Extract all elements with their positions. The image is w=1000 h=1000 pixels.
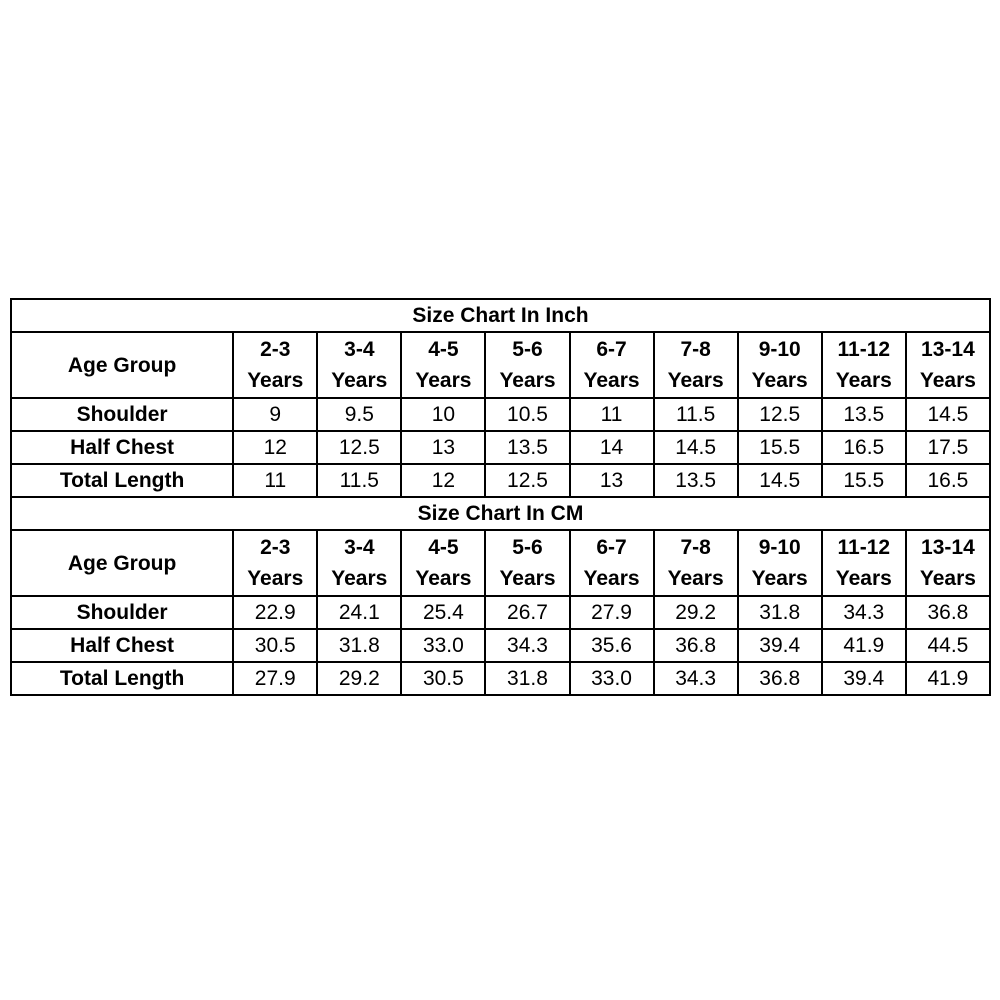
table-row bbox=[11, 596, 990, 629]
age-range: 6-7 bbox=[596, 338, 627, 361]
measurement-value: 41.9 bbox=[822, 629, 906, 662]
measurement-value: 11.5 bbox=[654, 398, 738, 431]
measurement-value: 44.5 bbox=[906, 629, 990, 662]
age-column-header bbox=[233, 332, 317, 398]
title-row-cm bbox=[11, 497, 990, 530]
age-range: 4-5 bbox=[428, 338, 459, 361]
age-unit: Years bbox=[499, 369, 556, 392]
size-chart-table bbox=[10, 298, 991, 696]
measurement-value: 13.5 bbox=[654, 464, 738, 497]
measurement-value: 31.8 bbox=[485, 662, 569, 695]
measurement-value: 14 bbox=[570, 431, 654, 464]
age-column-header bbox=[822, 332, 906, 398]
age-unit: Years bbox=[667, 567, 724, 590]
measurement-value: 25.4 bbox=[401, 596, 485, 629]
measurement-value: 39.4 bbox=[738, 629, 822, 662]
measurement-value: 9 bbox=[233, 398, 317, 431]
measurement-value: 16.5 bbox=[822, 431, 906, 464]
age-group-label: Age Group bbox=[11, 530, 233, 596]
measurement-value: 14.5 bbox=[738, 464, 822, 497]
age-range: 2-3 bbox=[260, 536, 291, 559]
age-column-header bbox=[738, 332, 822, 398]
age-unit: Years bbox=[415, 567, 472, 590]
measurement-value: 26.7 bbox=[485, 596, 569, 629]
age-unit: Years bbox=[499, 567, 556, 590]
age-column-header bbox=[233, 530, 317, 596]
measurement-value: 14.5 bbox=[654, 431, 738, 464]
measurement-value: 12.5 bbox=[738, 398, 822, 431]
measurement-value: 27.9 bbox=[233, 662, 317, 695]
measurement-value: 12 bbox=[401, 464, 485, 497]
measurement-value: 15.5 bbox=[738, 431, 822, 464]
measurement-value: 31.8 bbox=[738, 596, 822, 629]
age-unit: Years bbox=[415, 369, 472, 392]
age-range: 13-14 bbox=[921, 338, 975, 361]
measurement-value: 36.8 bbox=[738, 662, 822, 695]
measurement-value: 33.0 bbox=[401, 629, 485, 662]
measurement-value: 13 bbox=[401, 431, 485, 464]
measurement-value: 10.5 bbox=[485, 398, 569, 431]
title-row-inch bbox=[11, 299, 990, 332]
measurement-label: Total Length bbox=[11, 662, 233, 695]
age-column-header bbox=[906, 332, 990, 398]
age-unit: Years bbox=[247, 567, 304, 590]
measurement-value: 12 bbox=[233, 431, 317, 464]
age-range: 13-14 bbox=[921, 536, 975, 559]
age-column-header bbox=[738, 530, 822, 596]
measurement-value: 11.5 bbox=[317, 464, 401, 497]
age-unit: Years bbox=[835, 369, 892, 392]
age-column-header bbox=[654, 332, 738, 398]
table-row bbox=[11, 431, 990, 464]
age-column-header bbox=[485, 332, 569, 398]
header-row-inch bbox=[11, 332, 990, 398]
measurement-value: 11 bbox=[570, 398, 654, 431]
measurement-value: 12.5 bbox=[317, 431, 401, 464]
age-column-header bbox=[485, 530, 569, 596]
age-range: 3-4 bbox=[344, 536, 375, 559]
age-range: 2-3 bbox=[260, 338, 291, 361]
measurement-label: Shoulder bbox=[11, 596, 233, 629]
measurement-value: 11 bbox=[233, 464, 317, 497]
age-unit: Years bbox=[835, 567, 892, 590]
age-column-header bbox=[401, 530, 485, 596]
age-range: 7-8 bbox=[680, 536, 711, 559]
measurement-value: 22.9 bbox=[233, 596, 317, 629]
age-column-header bbox=[317, 530, 401, 596]
age-unit: Years bbox=[583, 369, 640, 392]
age-unit: Years bbox=[247, 369, 304, 392]
table-row bbox=[11, 464, 990, 497]
measurement-value: 36.8 bbox=[654, 629, 738, 662]
measurement-value: 12.5 bbox=[485, 464, 569, 497]
measurement-label: Total Length bbox=[11, 464, 233, 497]
age-column-header bbox=[317, 332, 401, 398]
chart-title-cm: Size Chart In CM bbox=[11, 497, 990, 530]
age-range: 11-12 bbox=[837, 536, 891, 559]
age-unit: Years bbox=[919, 369, 976, 392]
measurement-value: 29.2 bbox=[654, 596, 738, 629]
measurement-value: 27.9 bbox=[570, 596, 654, 629]
measurement-value: 10 bbox=[401, 398, 485, 431]
measurement-value: 9.5 bbox=[317, 398, 401, 431]
age-range: 5-6 bbox=[512, 338, 543, 361]
measurement-value: 13 bbox=[570, 464, 654, 497]
measurement-value: 34.3 bbox=[822, 596, 906, 629]
age-unit: Years bbox=[751, 369, 808, 392]
age-column-header bbox=[401, 332, 485, 398]
age-column-header bbox=[654, 530, 738, 596]
age-range: 6-7 bbox=[596, 536, 627, 559]
age-column-header bbox=[570, 332, 654, 398]
size-chart-body bbox=[11, 299, 990, 695]
measurement-label: Half Chest bbox=[11, 431, 233, 464]
measurement-value: 24.1 bbox=[317, 596, 401, 629]
measurement-value: 29.2 bbox=[317, 662, 401, 695]
age-unit: Years bbox=[331, 567, 388, 590]
header-row-cm bbox=[11, 530, 990, 596]
measurement-value: 31.8 bbox=[317, 629, 401, 662]
age-unit: Years bbox=[751, 567, 808, 590]
age-range: 3-4 bbox=[344, 338, 375, 361]
age-range: 9-10 bbox=[758, 338, 801, 361]
measurement-value: 30.5 bbox=[401, 662, 485, 695]
measurement-value: 35.6 bbox=[570, 629, 654, 662]
age-column-header bbox=[906, 530, 990, 596]
measurement-value: 13.5 bbox=[822, 398, 906, 431]
age-range: 7-8 bbox=[680, 338, 711, 361]
age-unit: Years bbox=[919, 567, 976, 590]
age-column-header bbox=[570, 530, 654, 596]
age-range: 5-6 bbox=[512, 536, 543, 559]
measurement-value: 30.5 bbox=[233, 629, 317, 662]
measurement-value: 16.5 bbox=[906, 464, 990, 497]
measurement-value: 15.5 bbox=[822, 464, 906, 497]
age-range: 11-12 bbox=[837, 338, 891, 361]
chart-title-inch: Size Chart In Inch bbox=[11, 299, 990, 332]
measurement-value: 34.3 bbox=[485, 629, 569, 662]
age-unit: Years bbox=[667, 369, 724, 392]
age-unit: Years bbox=[331, 369, 388, 392]
measurement-value: 14.5 bbox=[906, 398, 990, 431]
age-unit: Years bbox=[583, 567, 640, 590]
age-range: 4-5 bbox=[428, 536, 459, 559]
measurement-value: 36.8 bbox=[906, 596, 990, 629]
measurement-label: Half Chest bbox=[11, 629, 233, 662]
age-column-header bbox=[822, 530, 906, 596]
measurement-value: 39.4 bbox=[822, 662, 906, 695]
table-row bbox=[11, 629, 990, 662]
measurement-label: Shoulder bbox=[11, 398, 233, 431]
measurement-value: 33.0 bbox=[570, 662, 654, 695]
measurement-value: 13.5 bbox=[485, 431, 569, 464]
measurement-value: 41.9 bbox=[906, 662, 990, 695]
table-row bbox=[11, 398, 990, 431]
age-range: 9-10 bbox=[758, 536, 801, 559]
measurement-value: 34.3 bbox=[654, 662, 738, 695]
measurement-value: 17.5 bbox=[906, 431, 990, 464]
age-group-label: Age Group bbox=[11, 332, 233, 398]
table-row bbox=[11, 662, 990, 695]
